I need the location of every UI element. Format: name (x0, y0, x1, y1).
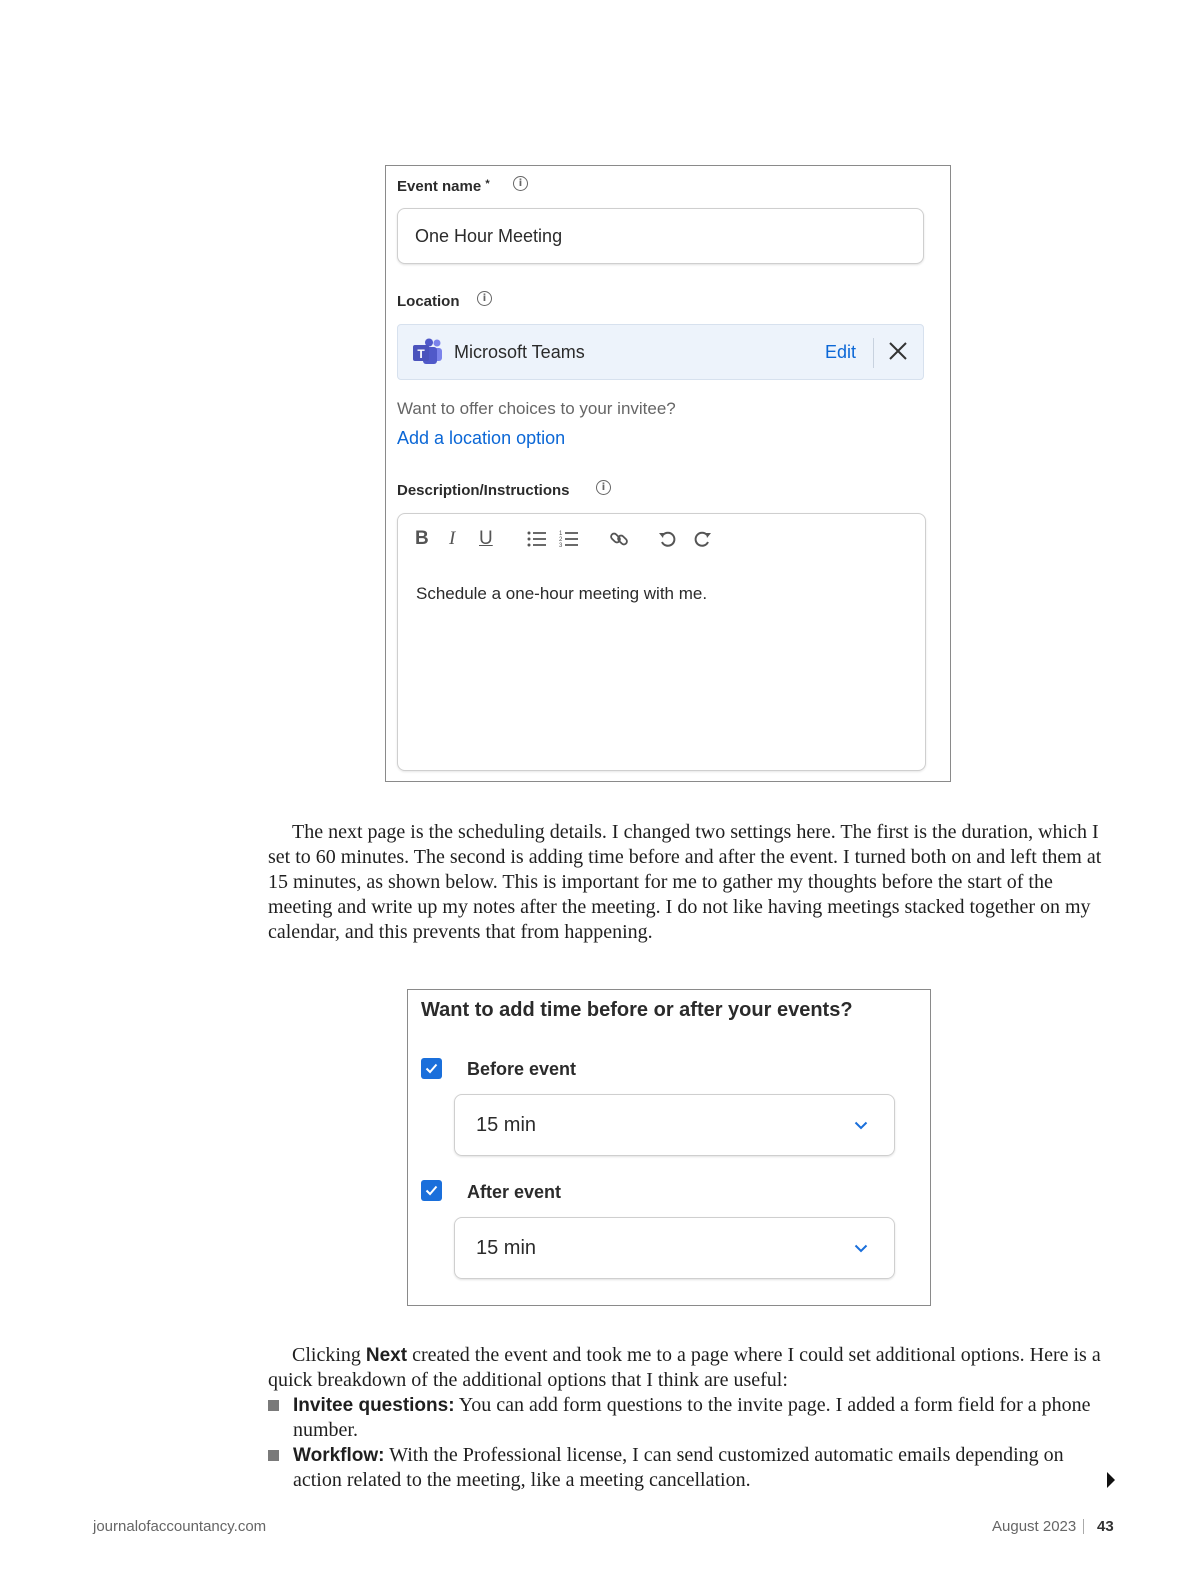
microsoft-teams-logo (412, 338, 444, 366)
body-paragraph: The next page is the scheduling details. I changed two settings here. The first is the duration, which I set to 60 minutes. The second is adding time before and after the event. I turned both on and left them at 15 minutes, as shown below. This is important for me to gather my thoughts before the start of the meeting and write up my notes after the meeting. I do not like having meetings stacked together on my calendar, and this prevents that from happening. (268, 821, 1102, 943)
undo-icon[interactable] (658, 530, 678, 548)
svg-text:T: T (417, 347, 425, 361)
location-label: Location (397, 293, 460, 310)
event-name-label: Event name * (397, 178, 490, 195)
footer-divider (1083, 1519, 1084, 1534)
bullet-item (268, 1393, 1114, 1443)
numbered-list-icon[interactable] (559, 530, 579, 548)
offer-choices-text: Want to offer choices to your invitee? (397, 399, 676, 418)
bold-button[interactable]: B (415, 528, 429, 549)
body-paragraph: Clicking Next created the event and took me to a page where I could set additional options. Here is a quick breakdown of the additional options that I think are useful: (268, 1344, 1101, 1391)
after-event-checkbox[interactable] (421, 1180, 442, 1201)
chevron-down-icon (854, 1244, 868, 1253)
link-icon[interactable] (609, 529, 629, 549)
required-mark: * (485, 178, 490, 190)
info-icon[interactable]: i (477, 291, 492, 306)
continue-arrow-icon (1106, 1472, 1116, 1488)
bullet-square-icon (268, 1450, 279, 1461)
location-value: Microsoft Teams (454, 342, 585, 362)
event-details-screenshot (385, 165, 951, 782)
event-name-input[interactable] (397, 208, 924, 264)
before-event-label: Before event (467, 1059, 577, 1079)
info-icon[interactable]: i (596, 480, 611, 495)
svg-text:1: 1 (559, 531, 563, 537)
italic-button[interactable]: I (449, 528, 456, 549)
before-event-value: 15 min (476, 1114, 537, 1136)
checkmark-icon (425, 1185, 438, 1196)
checkmark-icon (425, 1063, 438, 1074)
page-number: 43 (1097, 1518, 1114, 1535)
close-icon[interactable] (888, 341, 908, 361)
bulleted-list-icon[interactable] (527, 531, 547, 547)
divider (873, 338, 874, 368)
description-text: Schedule a one-hour meeting with me. (416, 584, 708, 603)
before-event-checkbox[interactable] (421, 1058, 442, 1079)
svg-text:2: 2 (559, 537, 563, 543)
bullet-term: Workflow: (293, 1445, 385, 1466)
chevron-down-icon (854, 1121, 868, 1130)
description-label: Description/Instructions (397, 482, 570, 499)
after-event-value: 15 min (476, 1237, 537, 1259)
bullet-term: Invitee questions: (293, 1395, 455, 1416)
description-editor[interactable] (397, 513, 926, 771)
bullet-square-icon (268, 1400, 279, 1411)
buffer-time-screenshot (407, 989, 931, 1306)
footer-date: August 2023 (992, 1518, 1077, 1535)
bullet-item (268, 1443, 1114, 1493)
add-location-option-link[interactable]: Add a location option (397, 428, 566, 448)
redo-icon[interactable] (692, 530, 712, 548)
buffer-time-title: Want to add time before or after your events? (421, 999, 853, 1021)
location-edit-button[interactable]: Edit (825, 342, 857, 362)
after-event-select[interactable] (454, 1217, 895, 1279)
bullet-text: With the Professional license, I can send customized automatic emails depending on action related to the meeting, like a meeting cancellation. (293, 1444, 1064, 1491)
after-event-label: After event (467, 1182, 562, 1202)
before-event-select[interactable] (454, 1094, 895, 1156)
bullet-text: You can add form questions to the invite page. I added a form field for a phone number. (293, 1394, 1091, 1441)
next-term: Next (365, 1345, 408, 1366)
footer-site: journalofaccountancy.com (93, 1518, 267, 1535)
info-icon[interactable]: i (513, 176, 528, 191)
event-name-value: One Hour Meeting (415, 226, 563, 246)
svg-text:3: 3 (559, 543, 563, 548)
location-selection[interactable] (397, 324, 924, 380)
underline-button[interactable]: U (479, 528, 493, 549)
